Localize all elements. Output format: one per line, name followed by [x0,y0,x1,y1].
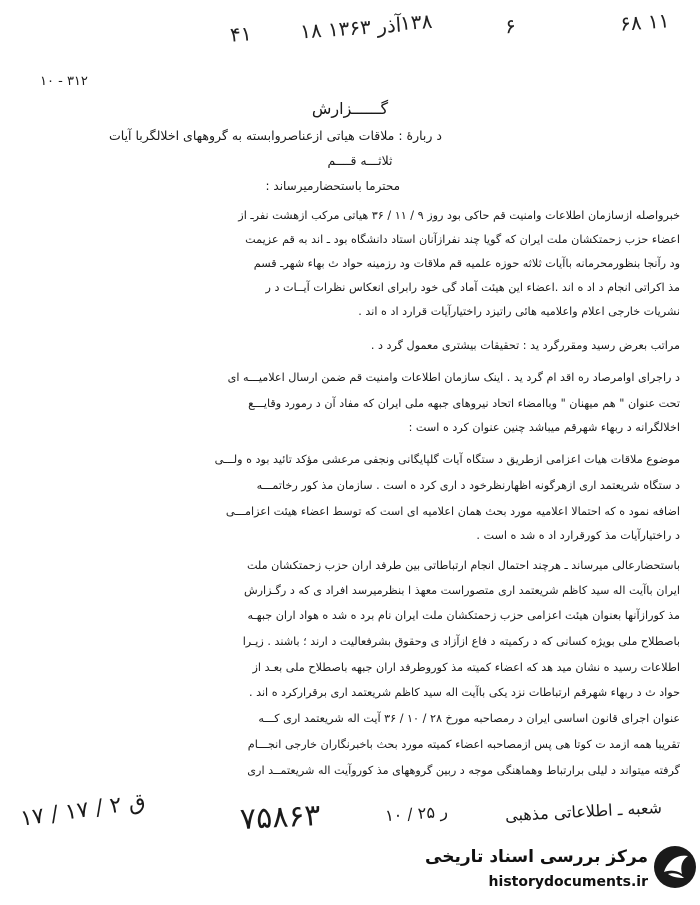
body-line: نشریات خارجی اعلام واعلامیه هائی راتیزد راختیارآیات قرارد اد ه اند . [358,305,680,318]
dove-icon [652,844,698,890]
handwritten-reference-number: ۷۵۸۶۳ [239,797,322,838]
body-line: اضافه نمود ه که احتمالا اعلامیه مورد بحث همان اعلامیه ای است که توسط اعضاء هیئت اعزامـــی [225,505,680,518]
watermark-url: historydocuments.ir [488,874,648,890]
body-line: د راجرای اوامرصاد ره اقد ام گرد ید . اینک سازمان اطلاعات وامنیت قم ضمن ارسال اعلامیـــه ای [227,371,680,384]
watermark [400,838,700,905]
body-line: ایران باآیت اله سید کاظم شریعتمد اری متصوراست معهذ ا بنظرمیرسد افراد ی که د رگـزارش [243,584,680,597]
body-line: مذ کورازآنها بعنوان هیئت اعزامی حزب زحمتکشان ملت ایران نام برد ه شد ه هواد اران جبهـه [247,609,680,622]
body-line: باصطلاح ملی بویژه کسانی که د رکمیته د فاع ازآزاد ی وحقوق بشرفعالیت د ارند ؛ باشند . زیـرا [242,635,680,648]
salutation: محترما باستحضارمیرساند : [265,179,400,193]
handwritten-note: ۴۱ [229,21,253,47]
body-line: خبرواصله ازسازمان اطلاعات وامنیت قم حاکی بود روز ۹ / ۱۱ / ۳۶ هیاتی مرکب ازهشت نفرـ از [238,209,680,222]
body-line: موضوع ملاقات هیات اعزامی ازطریق د ستگاه آیات گلپایگانی ونجفی مرعشی مؤکد تائید بود ه ولـــی [214,453,680,466]
body-line: اعضاء حزب زحمتکشان ملت ایران که گویا چند نفرازآنان استاد دانشگاه بود ـ اند به قم عزیمت [245,233,680,246]
body-line: باستحضارعالی میرساند ـ هرچند احتمال انجام ارتباطاتی بین طرفد اران حزب زحمتکشان ملت [246,559,680,572]
handwritten-note: ۱۳۸ [399,8,434,36]
body-line: حواد ث د ربهاء شهرقم ارتباطات نزد یکی باآیت اله سید کاظم شریعتمد اری برقرارکرد ه اند . [248,686,680,699]
report-title: گــــــزارش [311,99,389,118]
body-line: گرفته میتواند د لیلی برارتباط وهماهنگی موجه د ربین گروههای مذ کوروآیت اله شریعتمــد اری [247,764,680,777]
body-line: اطلاعات رسید ه نشان مید هد که اعضاء کمیته مذ کوروطرفد اران جبهه باصطلاح ملی بعـد از [252,661,680,674]
body-line: د راختیارآیات مذ کورقرارد اد ه شد ه است . [476,529,680,542]
handwritten-note: ۶۸ ۱۱ [619,8,671,36]
body-line: اخلالگرانه د ربهاء شهرقم میباشد چنین عنوان کرد ه است : [408,421,680,434]
handwritten-note: ۱۸ آذر ۱۳۶۳ [299,12,403,44]
body-line: تقریبا همه ازمد ت کوتا هی پس ازمصاحبه اعضاء کمیته مورد بحث باخبرنگاران خارجی انجـــام [247,738,680,751]
body-line: عنوان اجرای قانون اساسی ایران د رمصاحبه مورخ ۲۸ / ۱۰ / ۳۶ آیت اله شریعتمد اری کـــه [258,712,680,725]
handwritten-signature: شعبه ـ اطلاعاتی مذهبی [504,797,663,826]
report-subject-continued: ثلاثـــه قــــم [327,153,393,168]
handwritten-note: ۶ [504,13,517,39]
body-line: د ستگاه شریعتمد اری ازهرگونه اظهارنظرخود د اری کرد ه است . سازمان مذ کور رخاتمـــه [256,479,680,492]
report-subject: د ربارهٔ : ملاقات هیاتی ازعناصروابسته به گروههای اخلالگربا آیات [109,128,442,143]
top-handwritten-notes [30,6,670,50]
body-line: تحت عنوان " هم میهنان " وباامضاء اتحاد نیروهای جبهه ملی ایران که مفاد آن د رمورد وقایـــع [248,397,680,410]
watermark-name: مرکز بررسی اسناد تاریخی [425,847,648,867]
handwritten-signature: ق ۲ / ۱۷ / ۱۷ [18,789,148,832]
body-line: مذ اکراتی انجام د اد ه اند .اعضاء این هیئت آماد گی خود رابرای انعکاس نظرات آیــات د ر [265,281,680,294]
document-number: ۳۱۲ - ۱۰ [40,74,88,89]
handwritten-signature: ر ۲۵ / ۱۰ [384,801,449,826]
body-line: مراتب بعرض رسید ومقررگرد ید : تحقیقات بیشتری معمول گرد د . [370,339,680,352]
body-line: ود رآنجا بنظورمحرمانه باآیات ثلاثه حوزه علمیه قم ملاقات ود رزمینه حواد ث بهاء شهرـ قسم [253,257,680,270]
